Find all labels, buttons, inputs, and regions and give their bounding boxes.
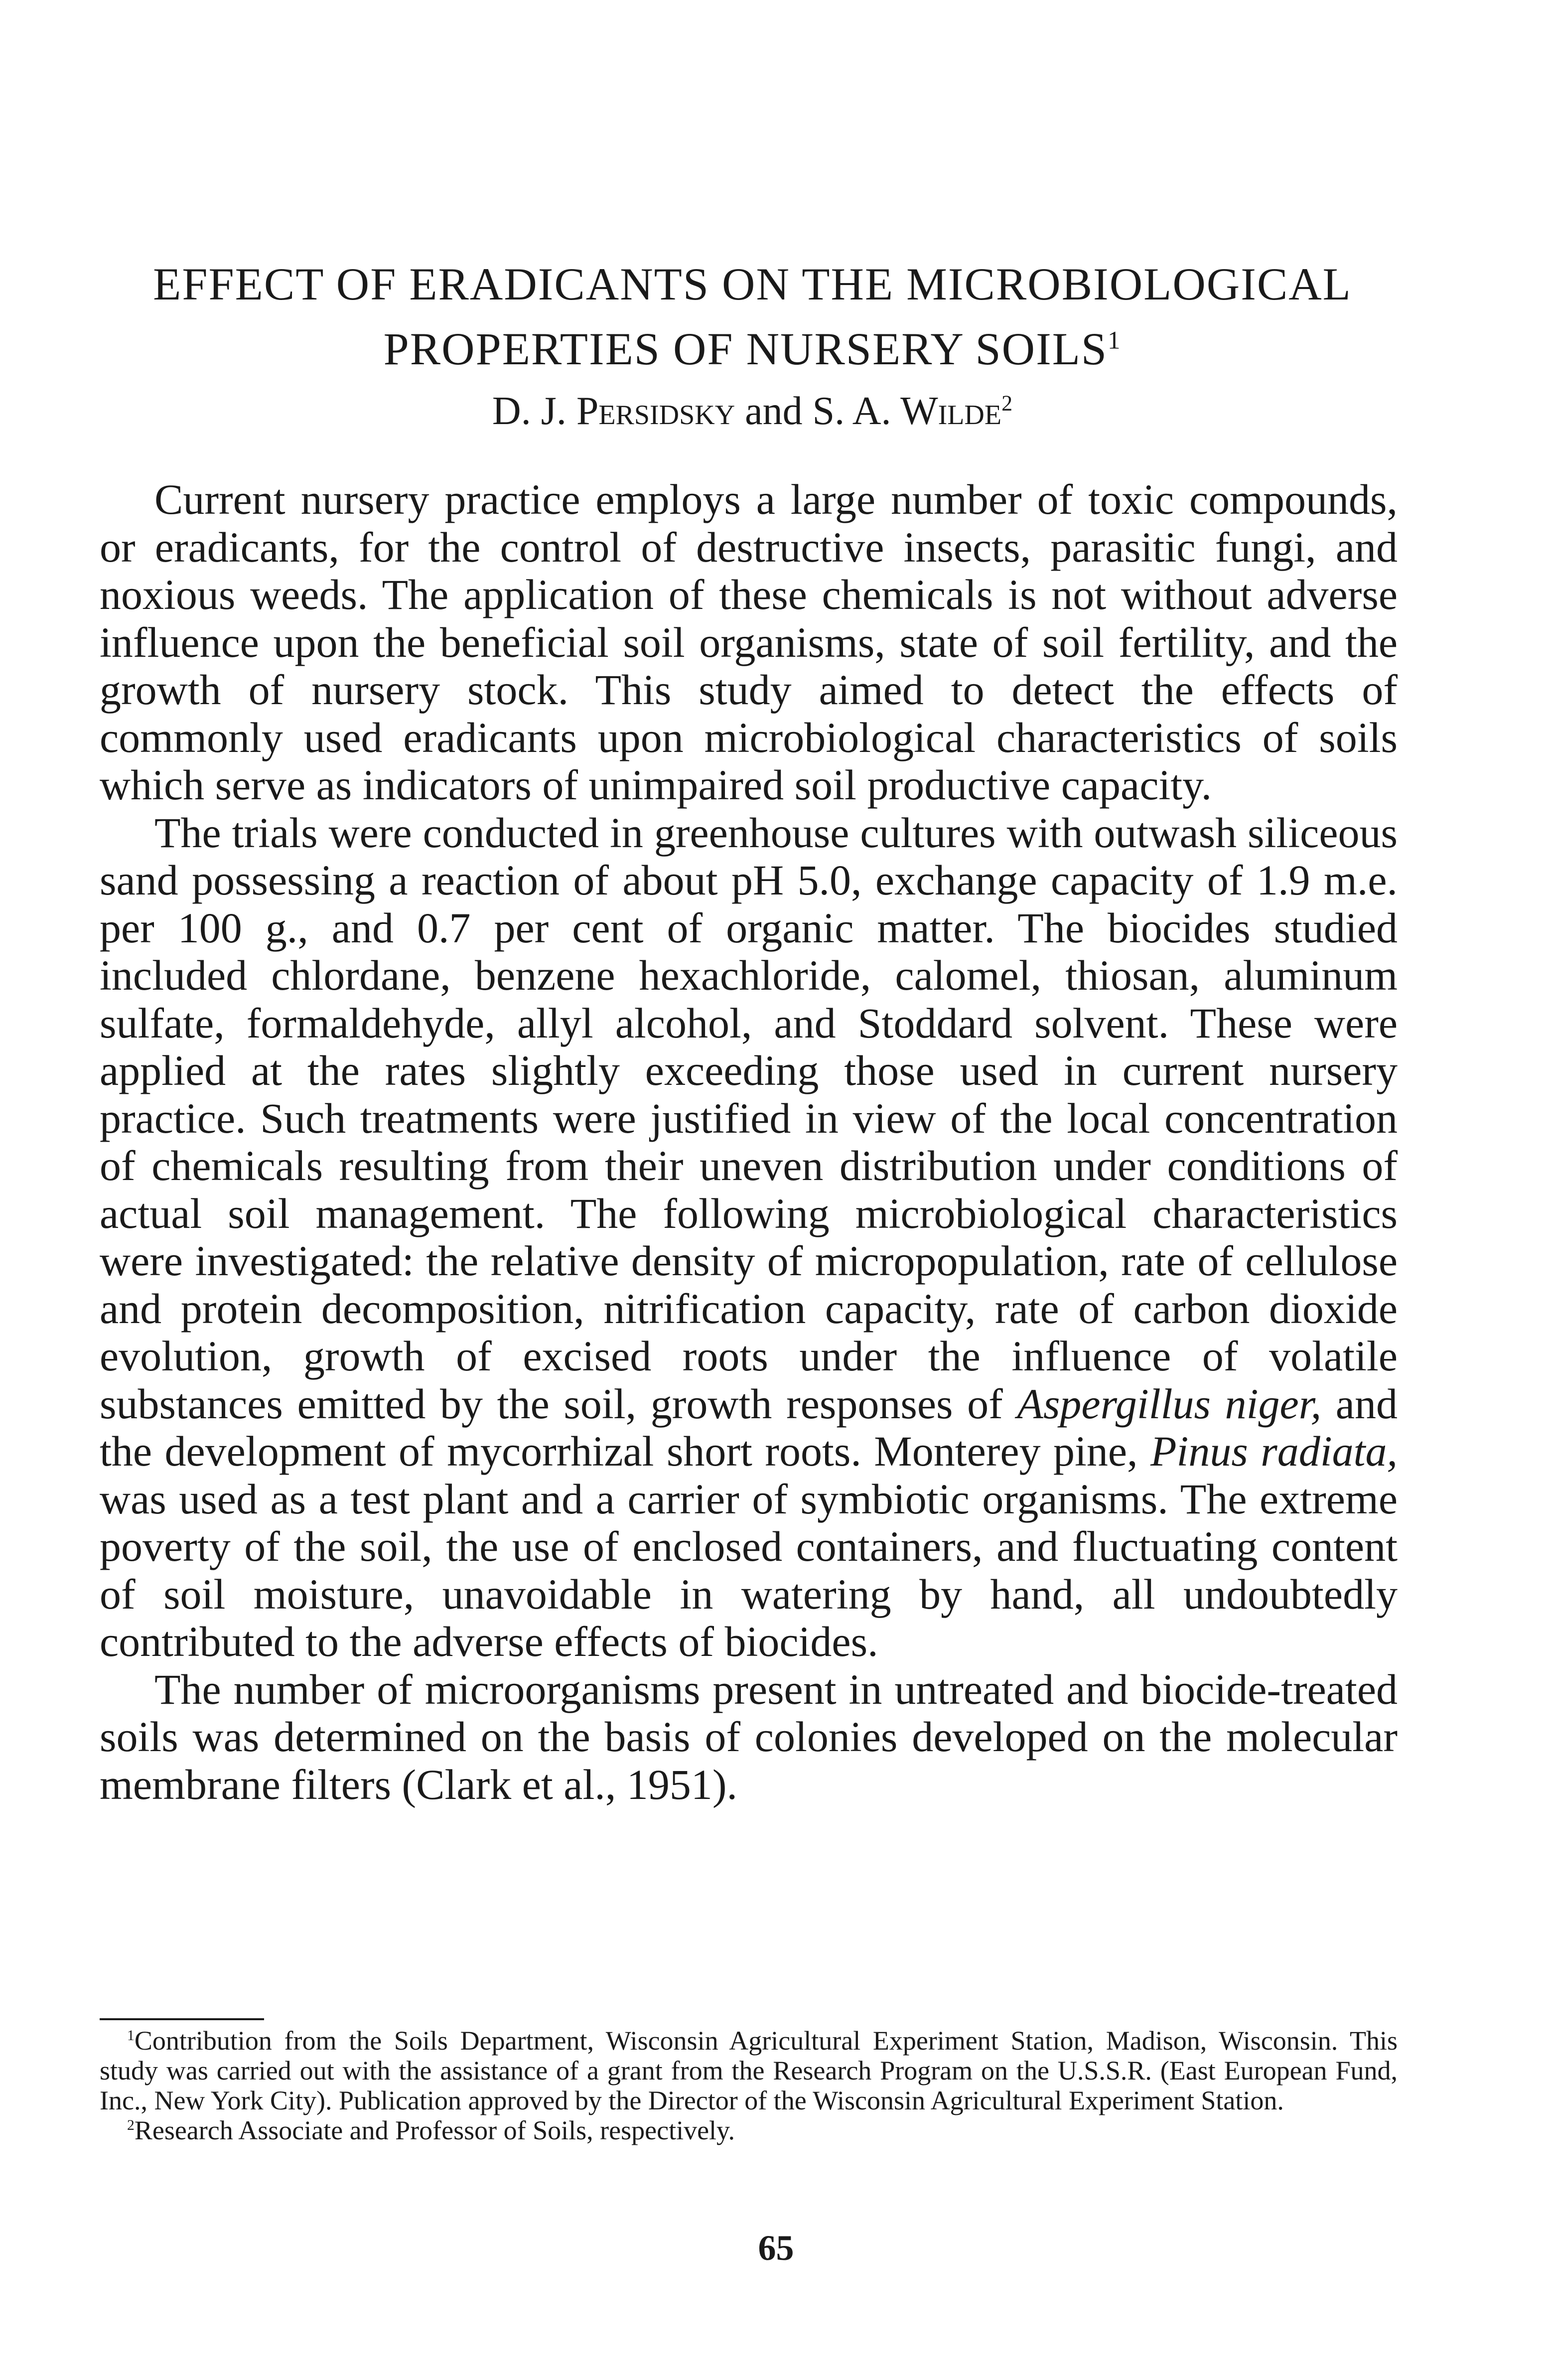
footnote-2: $^2$Research Associate and Professor of Soils, respectively. (127, 2115, 735, 2145)
article-body (100, 476, 1398, 1808)
paragraph-1: Current nursery practice employs a large number of toxic compounds, or eradicants, for the control of destructive insects, parasitic fungi, and noxious weeds. The application of these chemicals is not without adverse influence upon the beneficial soil organisms, state of soil fertility, and the growth of nursery stock. This study aimed to detect the effects of commonly used eradicants upon microbiological characteristics of soils which serve as indicators of unimpaired soil productive capacity. (100, 475, 1398, 809)
author-footnote-ref: 2 (1001, 391, 1013, 416)
footnote-divider (100, 2018, 264, 2020)
footnotes (100, 2026, 1398, 2145)
author-line (97, 386, 1408, 436)
title-footnote-ref: 1 (1108, 326, 1122, 354)
species-aspergillus: Aspergillus niger, (1017, 1379, 1322, 1428)
article-title (97, 252, 1408, 381)
author-conjunction: and (745, 389, 803, 433)
paragraph-3: The number of microorganisms present in untreated and biocide-treated soils was determined on the basis of colonies developed on the molecular membrane filters (Clark et al., 1951). (100, 1665, 1398, 1808)
paragraph-2: The trials were conducted in greenhouse cultures with outwash siliceous sand possessing a reaction of about pH 5.0, exchange capacity of 1.9 m.e. per 100 g., and 0.7 per cent of organic matter. The biocides studied included chlordane, benzene hexachloride, calomel, thiosan, aluminum sulfate, formaldehyde, allyl alcohol, and Stoddard solvent. These were applied at the rates slightly exceeding those used in current nursery practice. Such treatments were justified in view of the local concentration of chemicals resulting from their uneven distribution under conditions of actual soil management. The following microbiological characteristics were investigated: the relative density of micropopulation, rate of cellulose and protein decomposition, nitrification capacity, rate of carbon dioxide evolution, growth of excised roots under the influence of volatile substances emitted by the soil, growth responses of Aspergillus niger, and the development of mycorrhizal short roots. Monterey pine, Pinus radiata, was used as a test plant and a carrier of symbiotic organisms. The extreme poverty of the soil, the use of enclosed containers, and fluctuating content of soil moisture, unavoidable in watering by hand, all undoubtedly contributed to the adverse effects of biocides. (100, 808, 1398, 1665)
author-2: S. A. Wilde (812, 389, 1002, 433)
title-line-1: EFFECT OF ERADICANTS ON THE MICROBIOLOGICAL (153, 259, 1352, 309)
species-pinus: Pinus radiata, (1150, 1427, 1398, 1475)
footnote-1: $^1$Contribution from the Soils Department, Wisconsin Agricultural Experiment Station, Madison, Wisconsin. This study was carried out with the assistance of a grant from the Research Program on the U.S.S.R. (East European Fund, Inc., New York City). Publication approved by the Director of the Wisconsin Agricultural Experiment Station. (100, 2026, 1398, 2115)
author-1: D. J. Persidsky (492, 389, 735, 433)
page-number: 65 (758, 2228, 794, 2268)
title-line-2: PROPERTIES OF NURSERY SOILS$^1$ (383, 323, 1122, 374)
